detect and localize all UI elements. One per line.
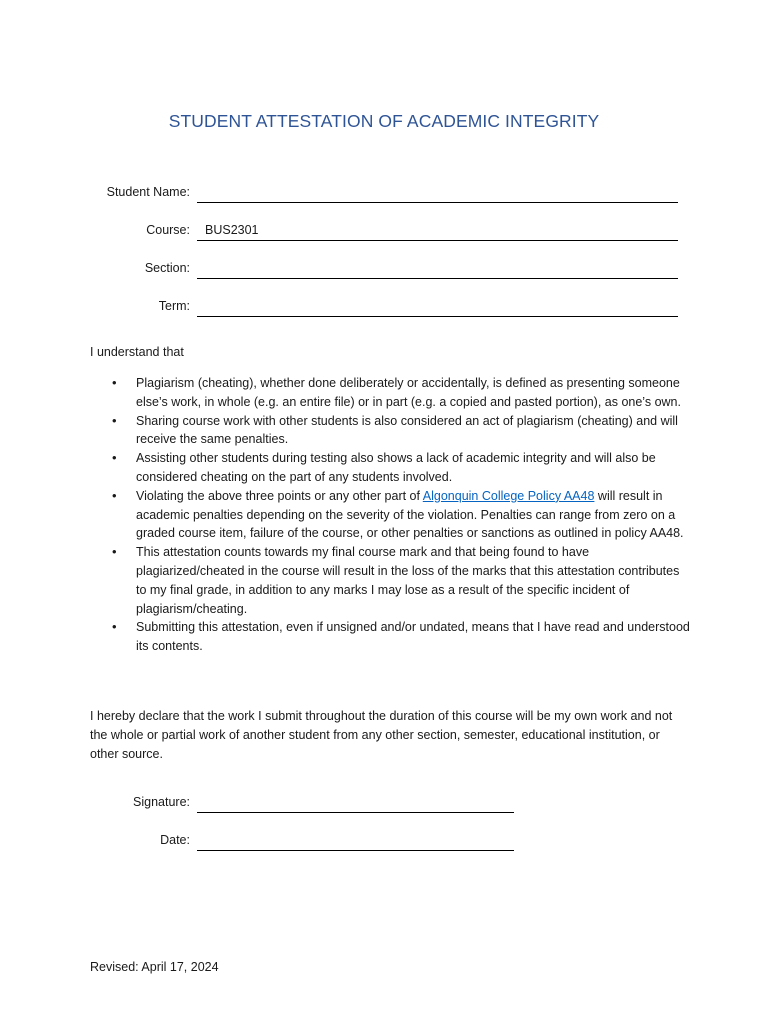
section-field[interactable] [197,278,678,279]
understanding-list [90,374,690,656]
date-label: Date: [160,833,190,847]
signature-row [0,795,768,817]
course-field[interactable] [197,240,678,241]
list-item-text: Assisting other students during testing also shows a lack of academic integrity and will also be considered cheating on the part of any students involved. [136,451,656,484]
section-label: Section: [144,261,190,275]
bullet-icon: • [112,487,117,503]
declaration-text: I hereby declare that the work I submit throughout the duration of this course will be my own work and not the whole or partial work of another student from any other section, semester, educational institution, or other source. [90,709,673,761]
list-item-text-before: Violating the above three points or any other part of [136,488,423,503]
list-item-text: Sharing course work with other students is also considered an act of plagiarism (cheating) and will receive the same penalties. [136,413,678,447]
term-field[interactable] [197,316,678,317]
intro-text: I understand that [90,345,184,359]
bullet-icon: • [112,544,117,560]
list-item [90,618,690,656]
course-value: BUS2301 [205,223,259,237]
bullet-icon: • [112,450,117,466]
student-name-label: Student Name: [106,185,190,199]
list-item [90,449,690,487]
signature-field[interactable] [197,812,514,813]
course-label: Course: [146,223,190,237]
list-item-text: Plagiarism (cheating), whether done deliberately or accidentally, is defined as presenting someone else’s work, in whole (e.g. an entire file) or in part (e.g. a copied and pasted portion), as one’s own. [136,376,681,409]
bullet-icon: • [112,619,117,635]
bullet-icon: • [112,375,117,390]
revision-date: Revised: April 17, 2024 [90,960,219,974]
list-item-text: Submitting this attestation, even if unsigned and/or undated, means that I have read and understood its contents. [136,620,690,654]
term-row [0,299,768,321]
list-item [90,543,690,618]
list-item-text-after: will result in academic penalties depending on the severity of the violation. Penalties can range from zero on a graded course item, failure of the course, or other penalties or sanctions as outlined in policy AA48. [136,488,684,541]
date-field[interactable] [197,850,514,851]
student-name-row [0,185,768,207]
bullet-icon: • [112,412,117,428]
document-title: STUDENT ATTESTATION OF ACADEMIC INTEGRITY [168,111,600,131]
date-row [0,833,768,855]
course-row [0,223,768,245]
list-item [90,487,690,543]
signature-label: Signature: [133,795,190,809]
student-name-field[interactable] [197,202,678,203]
policy-aa48-link[interactable]: Algonquin College Policy AA48 [422,488,595,503]
list-item-text: This attestation counts towards my final course mark and that being found to have plagiarized/cheated in the course will result in the loss of the marks that this attestation contributes to my final grade, in addition to any marks I may lose as a result of the specific incident of plagiarism/cheating. [136,545,680,616]
term-label: Term: [158,299,190,313]
section-row [0,261,768,283]
list-item [90,374,690,412]
list-item [90,412,690,450]
